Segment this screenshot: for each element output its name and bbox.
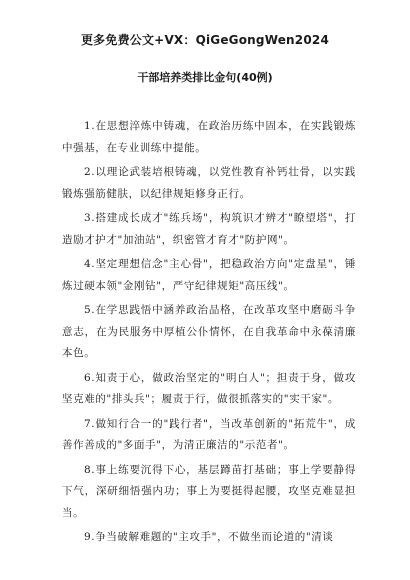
list-item: 1.在思想淬炼中铸魂，在政治历练中固本，在实践锻炼中强基，在专业训练中提能。: [62, 120, 356, 154]
list-item: 4.坚定理想信念"主心骨"，把稳政治方向"定盘星"，锤炼过硬本领"金刚钻"，严守纪律规矩"高压线"。: [62, 258, 356, 292]
document-title: 干部培养类排比金句(40例): [137, 71, 273, 84]
list-item: 2.以理论武装培根铸魂，以党性教育补钙壮骨，以实践锻炼强筋健肤，以纪律规矩修身正行。: [62, 166, 356, 200]
list-item: 9.争当破解难题的"主攻手"，不做坐而论道的"清谈: [84, 531, 334, 543]
list-item: 6.知责于心，做政治坚定的"明白人"；担责于身，做攻坚克难的"排头兵"；履责于行，做很抓落实的"实干家"。: [62, 371, 356, 405]
list-item: 3.搭建成长成才"练兵场"，构筑识才辨才"瞭望塔"，打造励才护才"加油站"，织密管才育才"防护网"。: [62, 212, 356, 246]
list-item: 7.做知行合一的"践行者"，当改革创新的"拓荒牛"，成善作善成的"多面手"，为清正廉洁的"示范者"。: [62, 417, 356, 451]
list-item: 5.在学思践悟中涵养政治品格，在改革攻坚中磨砺斗争意志，在为民服务中厚植公仆情怀，在自我革命中永葆清廉本色。: [62, 304, 356, 359]
sentence-list: [62, 116, 356, 552]
promo-banner: 更多免费公文+VX：QiGeGongWen2024: [80, 33, 329, 47]
list-item: 8.事上练要沉得下心，基层蹲苗打基础；事上学要静得下气，深研细悟强内功；事上为要挺得起腰，攻坚克难显担当。: [62, 463, 356, 519]
